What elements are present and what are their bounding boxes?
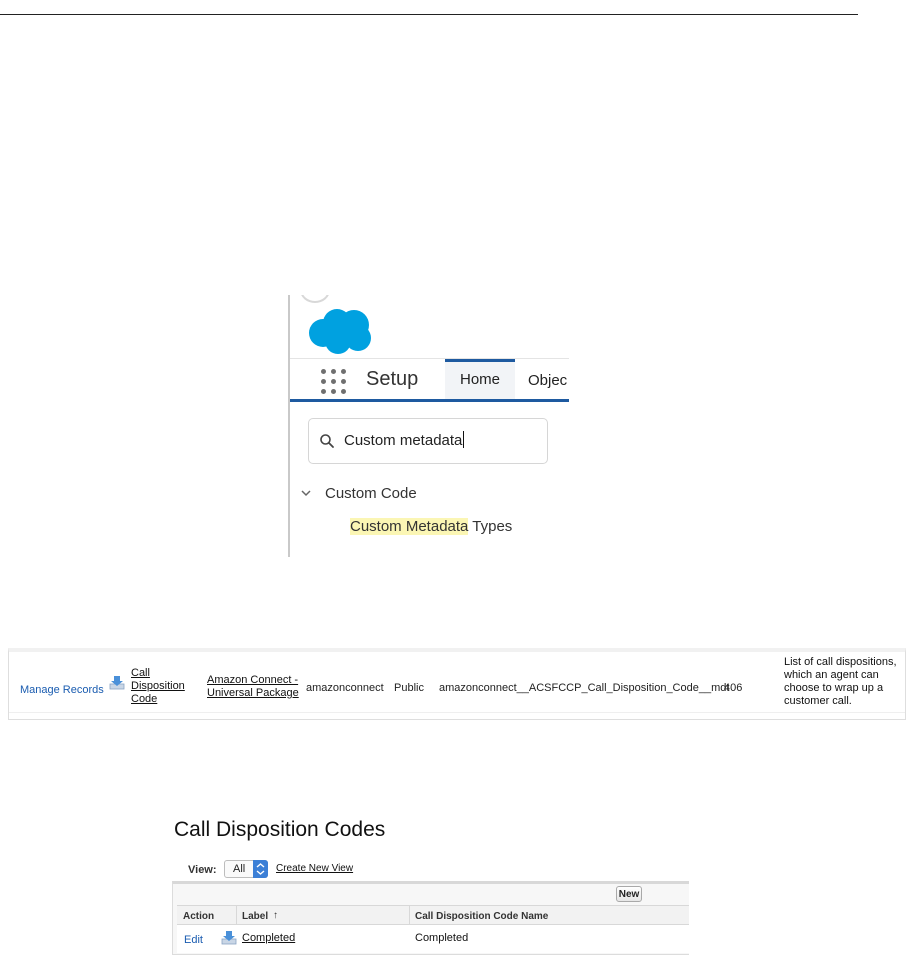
edit-link[interactable]: Edit xyxy=(184,934,203,946)
text-cursor xyxy=(463,431,464,448)
package-line: Amazon Connect - xyxy=(207,674,299,686)
label-line: Code xyxy=(131,693,158,705)
label-line: Call xyxy=(131,667,150,679)
column-header-label[interactable]: Label xyxy=(242,911,269,922)
row-divider xyxy=(9,712,905,713)
tree-item-custom-metadata-types[interactable] xyxy=(350,518,512,535)
chevron-down-icon[interactable] xyxy=(300,487,312,499)
tab-home[interactable]: Home xyxy=(445,359,515,399)
select-arrows-icon xyxy=(253,860,268,878)
avatar-edge xyxy=(300,295,330,303)
quick-find-input[interactable] xyxy=(308,418,548,464)
table-row xyxy=(177,925,689,953)
create-new-view-link[interactable]: Create New View xyxy=(276,863,354,874)
column-header-code-name[interactable]: Call Disposition Code Name xyxy=(415,911,549,922)
tab-objects[interactable]: Objec xyxy=(528,372,568,389)
app-title: Setup xyxy=(366,368,419,390)
search-value-wrap xyxy=(344,431,464,449)
page-rule xyxy=(0,14,858,15)
metadata-label-link[interactable] xyxy=(131,667,191,706)
window-edge xyxy=(288,295,290,557)
view-select-value: All xyxy=(233,863,246,875)
description-cell xyxy=(784,656,904,708)
description-line: which an agent can xyxy=(784,669,879,681)
column-divider xyxy=(236,906,237,924)
search-icon xyxy=(319,433,335,449)
search-highlight: Custom Metadata xyxy=(350,518,469,535)
tree-item-rest: Types xyxy=(468,518,513,535)
column-divider xyxy=(409,906,410,924)
page-title: Call Disposition Codes xyxy=(174,818,386,841)
salesforce-logo-icon xyxy=(306,307,374,355)
sort-ascending-icon[interactable]: ↑ xyxy=(273,910,278,921)
setup-screenshot xyxy=(288,295,569,557)
package-link[interactable] xyxy=(207,674,302,700)
label-line: Disposition xyxy=(131,680,185,692)
description-line: customer call. xyxy=(784,695,852,707)
app-launcher-icon[interactable] xyxy=(321,369,347,395)
view-label: View: xyxy=(188,864,217,876)
table-header xyxy=(177,905,689,925)
description-line: List of call dispositions, xyxy=(784,656,897,668)
visibility-cell: Public xyxy=(394,682,424,694)
manage-records-link[interactable]: Manage Records xyxy=(20,684,104,696)
view-select[interactable] xyxy=(224,860,268,878)
api-name-cell: amazonconnect__ACSFCCP_Call_Disposition_Code__mdt xyxy=(439,682,730,694)
metadata-type-row xyxy=(8,648,906,720)
description-line: choose to wrap up a xyxy=(784,682,884,694)
record-code-name: Completed xyxy=(415,932,469,944)
column-header-action: Action xyxy=(183,911,215,922)
record-count-cell: 406 xyxy=(724,682,743,694)
search-value: Custom metadata xyxy=(344,432,463,449)
tree-section-custom-code[interactable]: Custom Code xyxy=(325,485,417,502)
download-icon xyxy=(221,929,237,945)
new-button[interactable]: New xyxy=(616,886,642,902)
package-line: Universal Package xyxy=(207,687,299,699)
namespace-cell: amazonconnect xyxy=(306,682,384,694)
download-icon xyxy=(109,674,125,690)
record-label-link[interactable]: Completed xyxy=(242,932,296,944)
